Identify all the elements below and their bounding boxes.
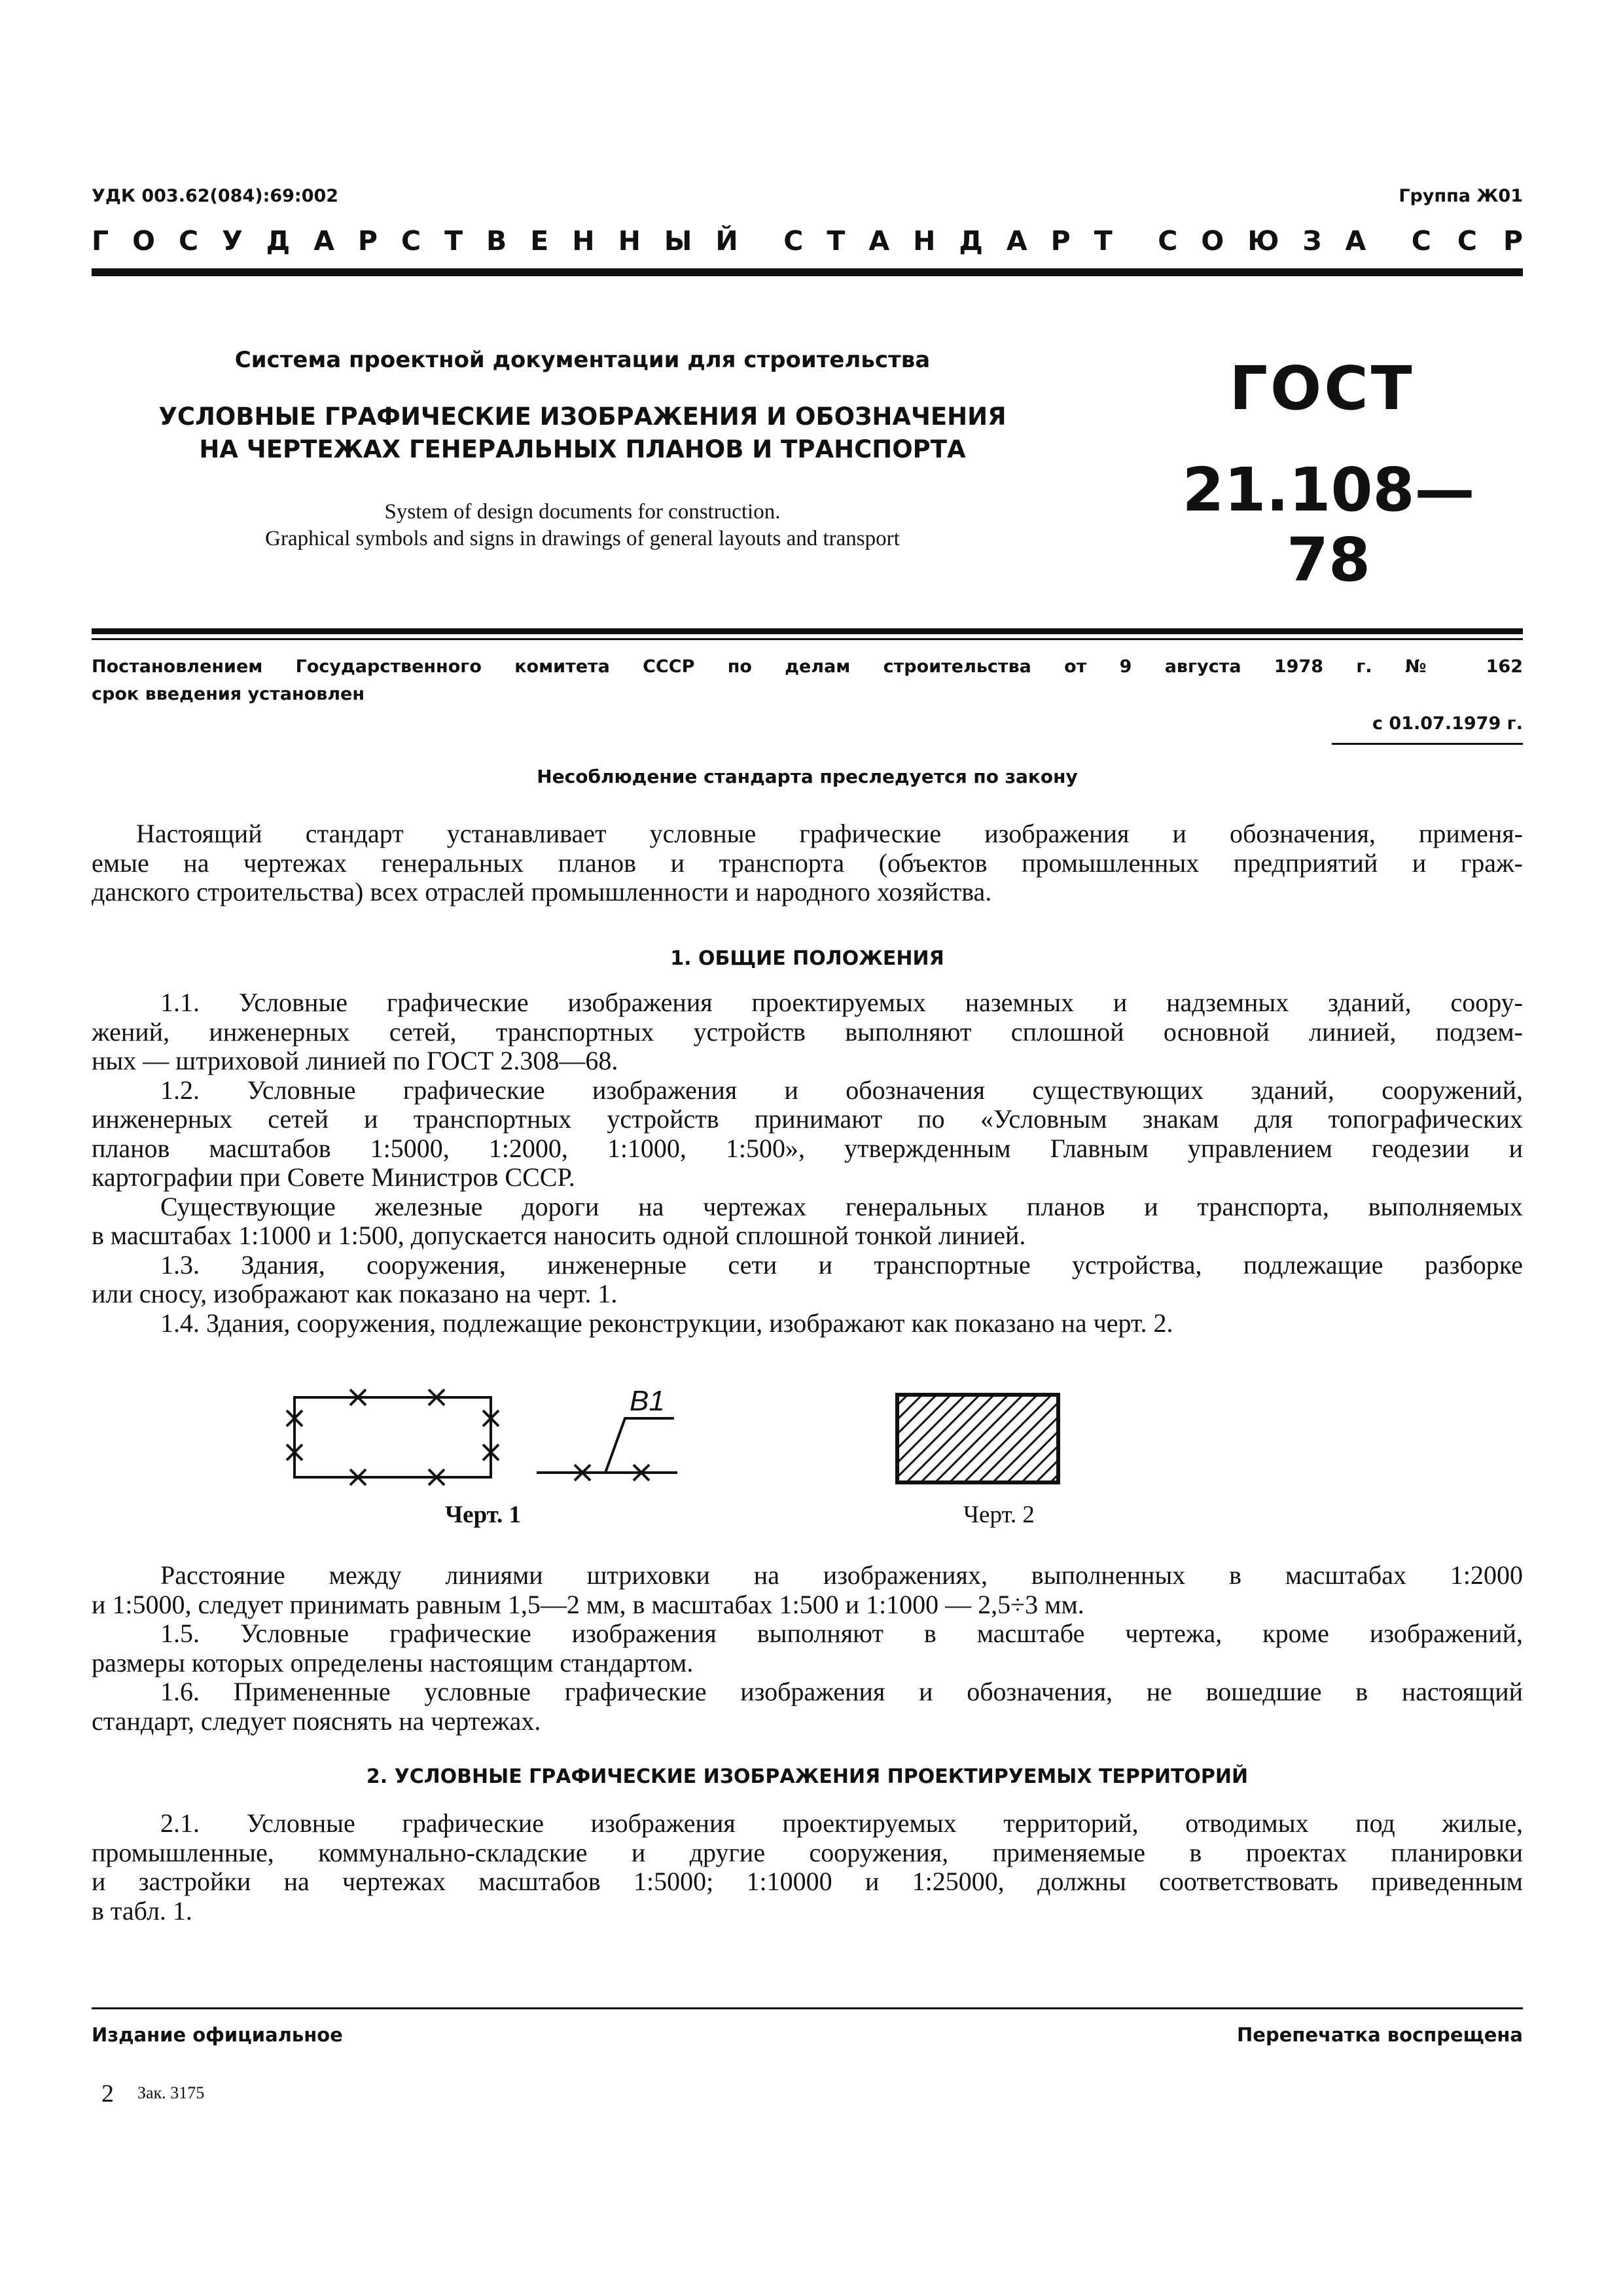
- rail-line-1: Существующие железные дороги на чертежах генеральных планов и транспорта, выполняемых: [160, 1191, 1523, 1221]
- fig1-network-line: [537, 1418, 677, 1480]
- p1-2-line-3: планов масштабов 1:5000, 1:2000, 1:1000, 1:500», утвержденным Главным управлением геодезии и: [92, 1133, 1523, 1163]
- group-code: Группа Ж01: [1399, 186, 1523, 206]
- p1-5-line-2: размеры которых определены настоящим стандартом.: [92, 1647, 694, 1677]
- figure-2-caption: Черт. 2: [963, 1501, 1035, 1528]
- english-title: [92, 499, 1073, 552]
- hatch-line: [948, 1393, 1039, 1484]
- page-number: 2: [101, 2080, 114, 2108]
- system-title: Система проектной документации для строительства: [234, 347, 931, 373]
- p1-1-line-3: ных — штриховой линией по ГОСТ 2.308—68.: [92, 1046, 618, 1075]
- hatch-line: [895, 1393, 924, 1484]
- intro-paragraph: [92, 819, 1523, 907]
- effective-date: с 01.07.1979 г.: [1372, 713, 1523, 734]
- p1-2-line-2: инженерных сетей и транспортных устройств принимают по «Условным знакам для топографических: [92, 1104, 1523, 1134]
- title-line-1: УСЛОВНЫЕ ГРАФИЧЕСКИЕ ИЗОБРАЖЕНИЯ И ОБОЗНАЧЕНИЯ: [158, 403, 1007, 431]
- section-2-body: [92, 1809, 1523, 1926]
- section-1-body: [92, 988, 1523, 1338]
- p1-2-line-1: 1.2. Условные графические изображения и обозначения существующих зданий, сооружений,: [160, 1075, 1523, 1105]
- reprint-prohibited: Перепечатка воспрещена: [1237, 2024, 1523, 2046]
- gost-number: 21.108—78: [1182, 455, 1475, 595]
- p1-4-line: 1.4. Здания, сооружения, подлежащие реконструкции, изображают как показано на черт. 2.: [160, 1308, 1173, 1338]
- gost-label: ГОСТ: [1229, 353, 1415, 423]
- title-rule-thick: [92, 628, 1523, 634]
- effective-date-label: срок введения установлен: [92, 684, 365, 704]
- p1-6-line-1: 1.6. Примененные условные графические изображения и обозначения, не вошедшие в настоящий: [160, 1677, 1523, 1706]
- p1-3-line-1: 1.3. Здания, сооружения, инженерные сети и транспортные устройства, подлежащие разборке: [160, 1249, 1523, 1280]
- fig1-cross-marks: [287, 1390, 499, 1485]
- intro-line-1: Настоящий стандарт устанавливает условные графические изображения и обозначения, применя-: [136, 819, 1523, 848]
- date-underline: [1332, 743, 1523, 745]
- hatch-line: [933, 1393, 1025, 1484]
- decree-line: Постановлением Государственного комитета СССР по делам строительства от 9 августа 1978 г. № 162: [92, 656, 1523, 677]
- figure-2-reconstruction-symbol: [895, 1393, 1060, 1484]
- banner-word-4: ССР: [1411, 225, 1549, 257]
- p2-1-line-4: в табл. 1.: [92, 1895, 192, 1926]
- intro-line-3: данского строительства) всех отраслей промышленности и народного хозяйства.: [92, 877, 992, 906]
- document-title: [92, 401, 1073, 466]
- p2-1-line-1: 2.1. Условные графические изображения проектируемых территорий, отводимых под жилые,: [160, 1808, 1523, 1838]
- legal-warning: Несоблюдение стандарта преследуется по закону: [537, 766, 1078, 787]
- hatch-line: [904, 1393, 996, 1484]
- fig1-building-outline: [294, 1397, 491, 1477]
- title-rule-thin: [92, 638, 1523, 640]
- hatch-line-1: Расстояние между линиями штриховки на изображениях, выполненных в масштабах 1:2000: [160, 1560, 1523, 1590]
- fig1-label: B1: [630, 1385, 665, 1417]
- header-rule: [92, 268, 1523, 276]
- state-standard-banner: [92, 223, 1549, 259]
- hatch-line-2: и 1:5000, следует принимать равным 1,5—2 мм, в масштабах 1:500 и 1:1000 — 2,5÷3 мм.: [92, 1589, 1084, 1619]
- rail-line-2: в масштабах 1:1000 и 1:500, допускается наносить одной сплошной тонкой линией.: [92, 1221, 1026, 1250]
- banner-word-3: СОЮЗА: [1158, 225, 1390, 257]
- section-1-heading: 1. ОБЩИЕ ПОЛОЖЕНИЯ: [670, 947, 944, 970]
- english-line-2: Graphical symbols and signs in drawings of general layouts and transport: [265, 527, 900, 550]
- p1-2-line-4: картографии при Совете Министров СССР.: [92, 1162, 575, 1192]
- section-2-heading: 2. УСЛОВНЫЕ ГРАФИЧЕСКИЕ ИЗОБРАЖЕНИЯ ПРОЕКТИРУЕМЫХ ТЕРРИТОРИЙ: [366, 1765, 1249, 1788]
- p1-1-line-2: жений, инженерных сетей, транспортных устройств выполняют сплошной основной линией, подзем-: [92, 1016, 1523, 1047]
- p1-3-line-2: или сносу, изображают как показано на черт. 1.: [92, 1279, 618, 1308]
- udk-code: УДК 003.62(084):69:002: [92, 186, 339, 206]
- p1-6-line-2: стандарт, следует пояснять на чертежах.: [92, 1706, 541, 1736]
- intro-line-2: емые на чертежах генеральных планов и транспорта (объектов промышленных предприятий и граж-: [92, 848, 1523, 878]
- figure-1-caption: Черт. 1: [445, 1501, 522, 1528]
- banner-word-2: СТАНДАРТ: [783, 225, 1136, 257]
- p1-5-line-1: 1.5. Условные графические изображения выполняют в масштабе чертежа, кроме изображений,: [160, 1619, 1523, 1648]
- banner-word-1: ГОСУДАРСТВЕННЫЙ: [92, 225, 762, 257]
- order-number: Зак. 3175: [137, 2083, 205, 2102]
- hatch-line: [962, 1393, 1054, 1484]
- title-line-2: НА ЧЕРТЕЖАХ ГЕНЕРАЛЬНЫХ ПЛАНОВ И ТРАНСПОРТА: [199, 435, 966, 463]
- footer-rule: [92, 2007, 1523, 2009]
- hatch-line: [919, 1393, 1010, 1484]
- official-edition: Издание официальное: [92, 2024, 343, 2046]
- p1-1-line-1: 1.1. Условные графические изображения проектируемых наземных и надземных зданий, соору-: [160, 988, 1523, 1017]
- p2-1-line-2: промышленные, коммунально-складские и другие сооружения, применяемые в проектах планировки: [92, 1837, 1523, 1867]
- english-line-1: System of design documents for construction.: [384, 500, 781, 524]
- fig2-hatching: [895, 1393, 1060, 1484]
- section-1-body-continued: [92, 1561, 1523, 1736]
- p2-1-line-3: и застройки на чертежах масштабов 1:5000; 1:10000 и 1:25000, должны соответствовать приведенным: [92, 1867, 1523, 1896]
- figure-1-demolition-symbol: [275, 1365, 694, 1489]
